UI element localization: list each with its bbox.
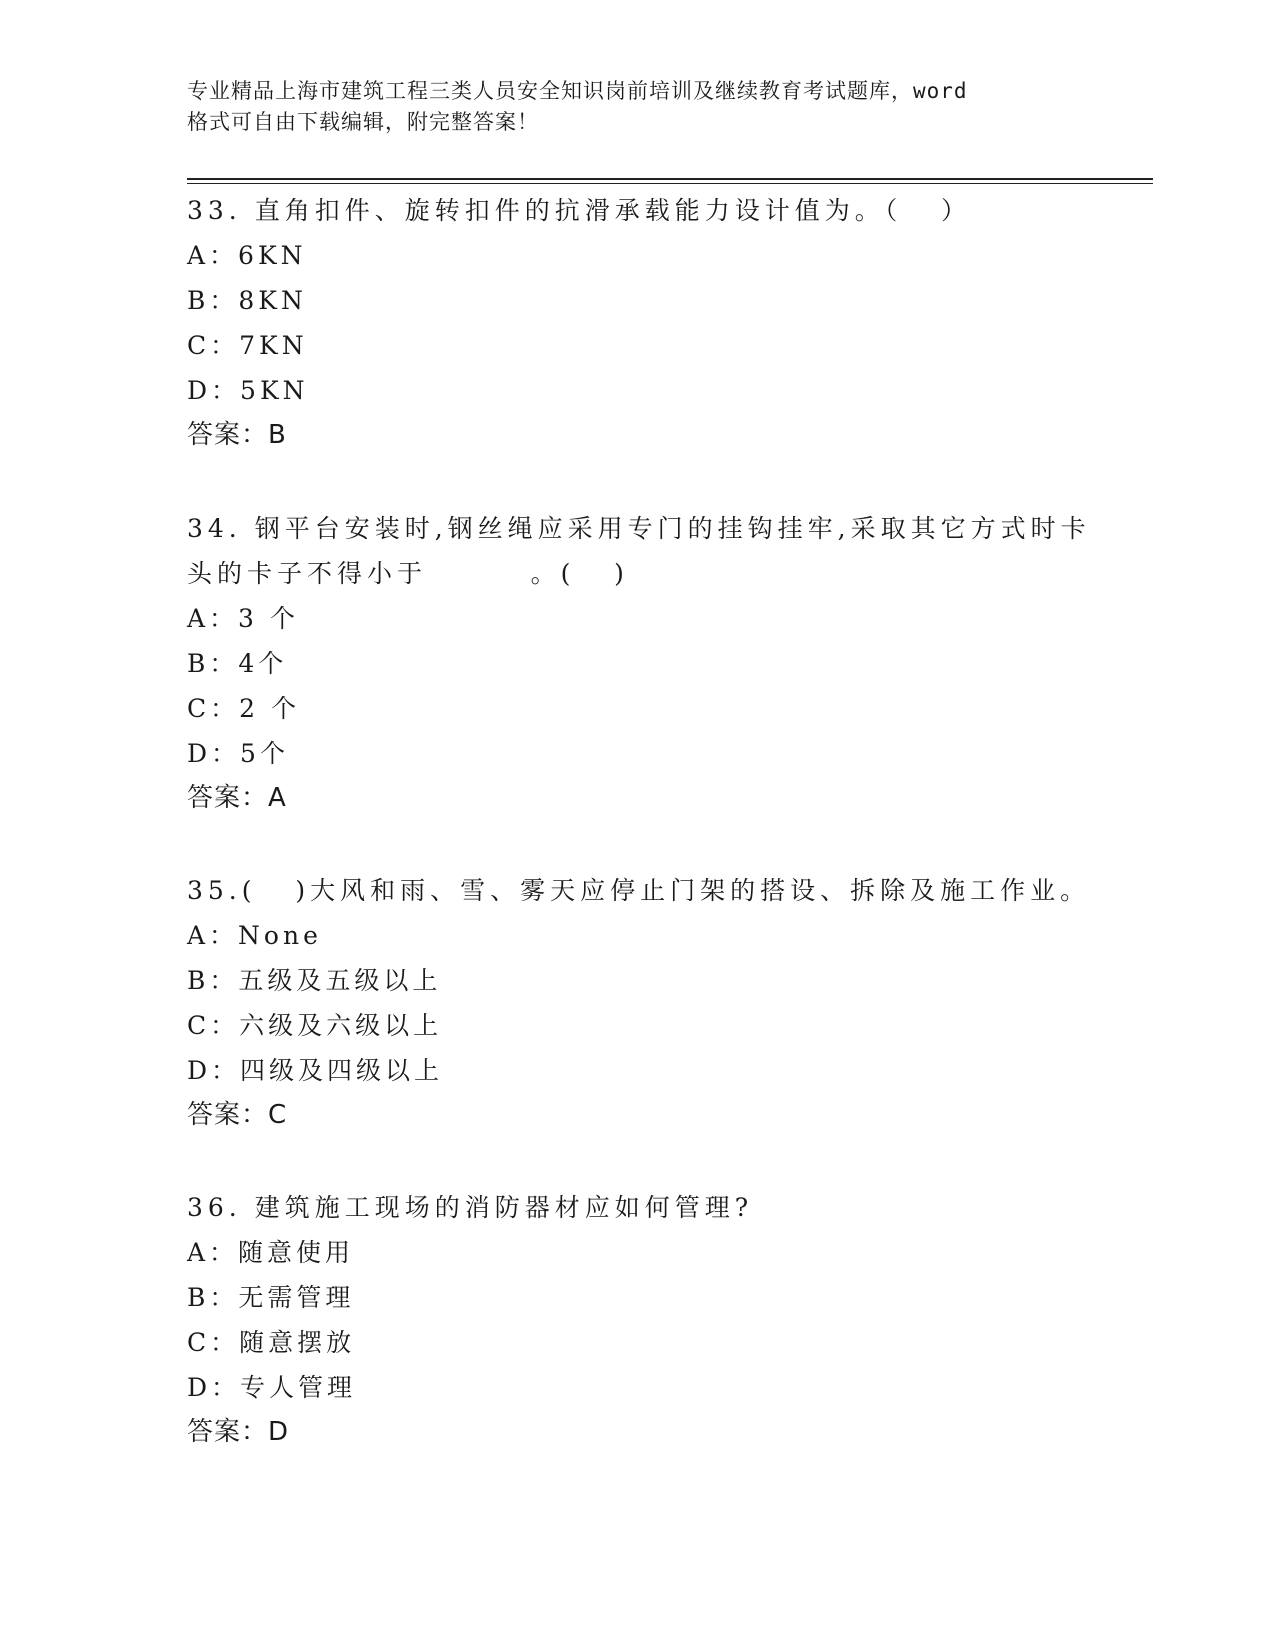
option-d: D：5KN (187, 376, 309, 405)
header-divider-thin (187, 183, 1153, 184)
option-c: C：随意摆放 (187, 1328, 356, 1357)
option-c: C：7KN (187, 331, 308, 360)
option-a: A：None (187, 921, 322, 950)
option-d: D：5个 (187, 739, 289, 768)
header-divider (187, 178, 1153, 180)
question-36 (187, 1185, 1087, 1455)
question-stem-continued: 头的卡子不得小于 。( ) (187, 559, 629, 588)
answer-line: 答案：B (187, 420, 287, 450)
question-stem: 35.( )大风和雨、雪、雾天应停止门架的搭设、拆除及施工作业。 (187, 876, 1091, 905)
header-line-2: 格式可自由下载编辑，附完整答案！ (187, 110, 539, 134)
option-d: D：四级及四级以上 (187, 1056, 444, 1085)
option-b: B：五级及五级以上 (187, 966, 442, 995)
answer-line: 答案：D (187, 1417, 290, 1447)
question-35 (187, 868, 1091, 1138)
option-d: D：专人管理 (187, 1373, 357, 1402)
option-a: A：3 个 (187, 604, 299, 633)
document-header (187, 76, 1067, 138)
question-stem: 34. 钢平台安装时,钢丝绳应采用专门的挂钩挂牢,采取其它方式时卡 (187, 514, 1091, 543)
question-34 (187, 506, 1091, 821)
answer-line: 答案：C (187, 1100, 288, 1130)
answer-line: 答案：A (187, 783, 287, 813)
header-line-1: 专业精品上海市建筑工程三类人员安全知识岗前培训及继续教育考试题库，word (187, 79, 968, 103)
question-stem: 36. 建筑施工现场的消防器材应如何管理? (187, 1193, 754, 1222)
question-stem: 33. 直角扣件、旋转扣件的抗滑承载能力设计值为。（ ） (187, 196, 972, 225)
question-33 (187, 188, 1087, 458)
option-b: B：4个 (187, 649, 288, 678)
option-c: C：2 个 (187, 694, 300, 723)
option-c: C：六级及六级以上 (187, 1011, 443, 1040)
option-b: B：无需管理 (187, 1283, 355, 1312)
option-a: A：随意使用 (187, 1238, 355, 1267)
option-b: B：8KN (187, 286, 307, 315)
option-a: A：6KN (187, 241, 307, 270)
